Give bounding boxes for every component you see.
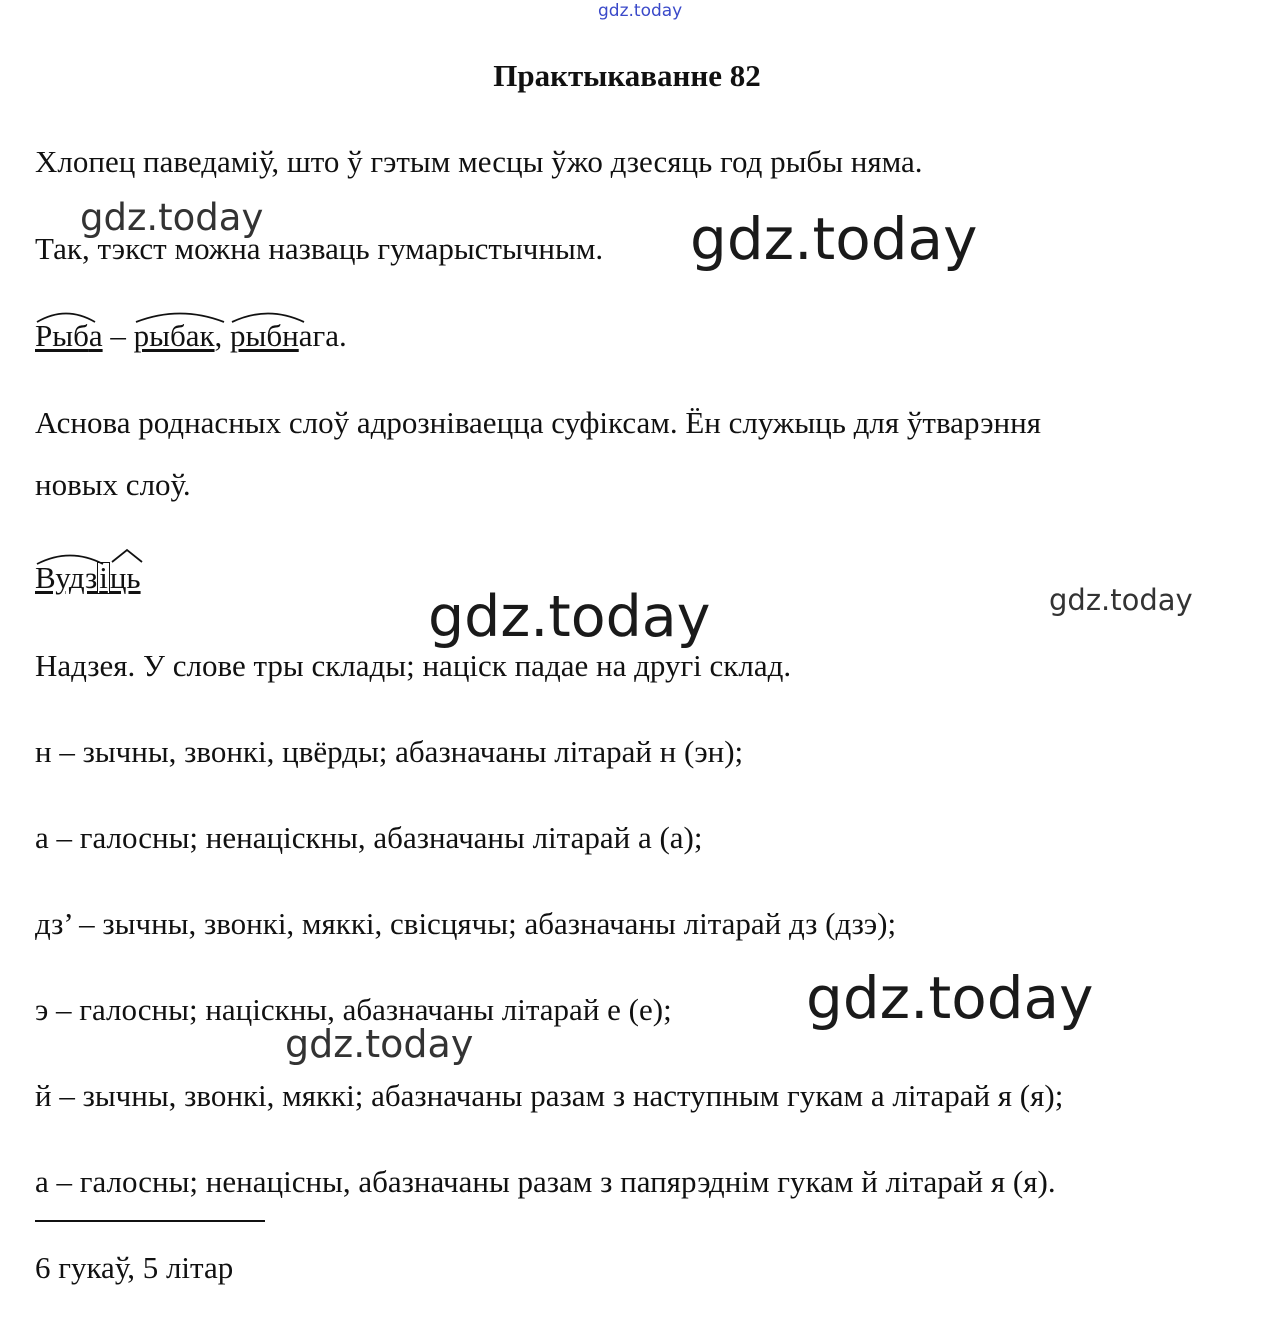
word-rest: ага. — [298, 318, 347, 353]
root-arc-icon — [134, 309, 226, 323]
paragraph-line: Надзея. У слове тры склады; націск падае на другі склад. — [35, 648, 792, 683]
paragraph-line: Аснова роднасных слоў адрозніваецца суфіксам. Ён служыць для ўтварэння — [35, 405, 1041, 440]
root-ryb: Рыб — [35, 318, 89, 353]
root-rybak: рыбак — [133, 318, 215, 353]
watermark: gdz.today — [80, 196, 264, 239]
dash: – — [102, 318, 134, 353]
root-arc-icon — [230, 309, 306, 323]
root-arc-icon — [35, 551, 105, 565]
paragraph-line: Так, тэкст можна назваць гумарыстычным. — [35, 231, 604, 266]
ending-c: ць — [109, 560, 141, 595]
paragraph-line: Хлопец паведаміў, што ў гэтым месцы ўжо дзесяць год рыбы няма. — [35, 144, 923, 179]
footnote-rule — [35, 1220, 265, 1222]
comma: , — [214, 318, 231, 353]
watermark: gdz.today — [428, 584, 711, 650]
suffix-caret-icon — [110, 549, 144, 563]
word-rybnaga — [230, 318, 299, 354]
root-arc-icon — [35, 309, 97, 323]
phonetic-line: а – галосны; ненаціскны, абазначаны літарай а (а); — [35, 820, 703, 855]
word-vudzic — [35, 560, 141, 596]
watermark: gdz.today — [690, 205, 978, 273]
watermark: gdz.today — [1049, 583, 1193, 617]
ending-a: а — [88, 318, 103, 353]
word-ryba — [35, 318, 103, 354]
phonetic-line: й – зычны, звонкі, мяккі; абазначаны разам з наступным гукам а літарай я (я); — [35, 1078, 1064, 1113]
phonetic-line: а – галосны; ненацісны, абазначаны разам з папярэднім гукам й літарай я (я). — [35, 1164, 1056, 1199]
footnote: 6 гукаў, 5 літар — [35, 1250, 234, 1285]
watermark: gdz.today — [806, 964, 1094, 1032]
suffix-caret-wrap — [110, 560, 141, 596]
root-vudz: Вудз — [35, 560, 98, 595]
phonetic-line: дз’ – зычны, звонкі, мяккі, свісцячы; абазначаны літарай дз (дзэ); — [35, 906, 897, 941]
phonetic-line: н – зычны, звонкі, цвёрды; абазначаны літарай н (эн); — [35, 734, 744, 769]
paragraph-line: новых слоў. — [35, 467, 191, 502]
watermark-top: gdz.today — [598, 1, 683, 21]
root-rybn: рыбн — [230, 318, 299, 353]
word-rybak — [134, 318, 215, 354]
watermark: gdz.today — [285, 1022, 474, 1066]
morpheme-analysis-line — [35, 318, 347, 354]
morpheme-analysis-line — [35, 560, 141, 596]
phonetic-line: э – галосны; націскны, абазначаны літарай е (е); — [35, 992, 672, 1027]
suffix-i: і — [99, 560, 108, 595]
page-title: Практыкаванне 82 — [493, 58, 761, 93]
